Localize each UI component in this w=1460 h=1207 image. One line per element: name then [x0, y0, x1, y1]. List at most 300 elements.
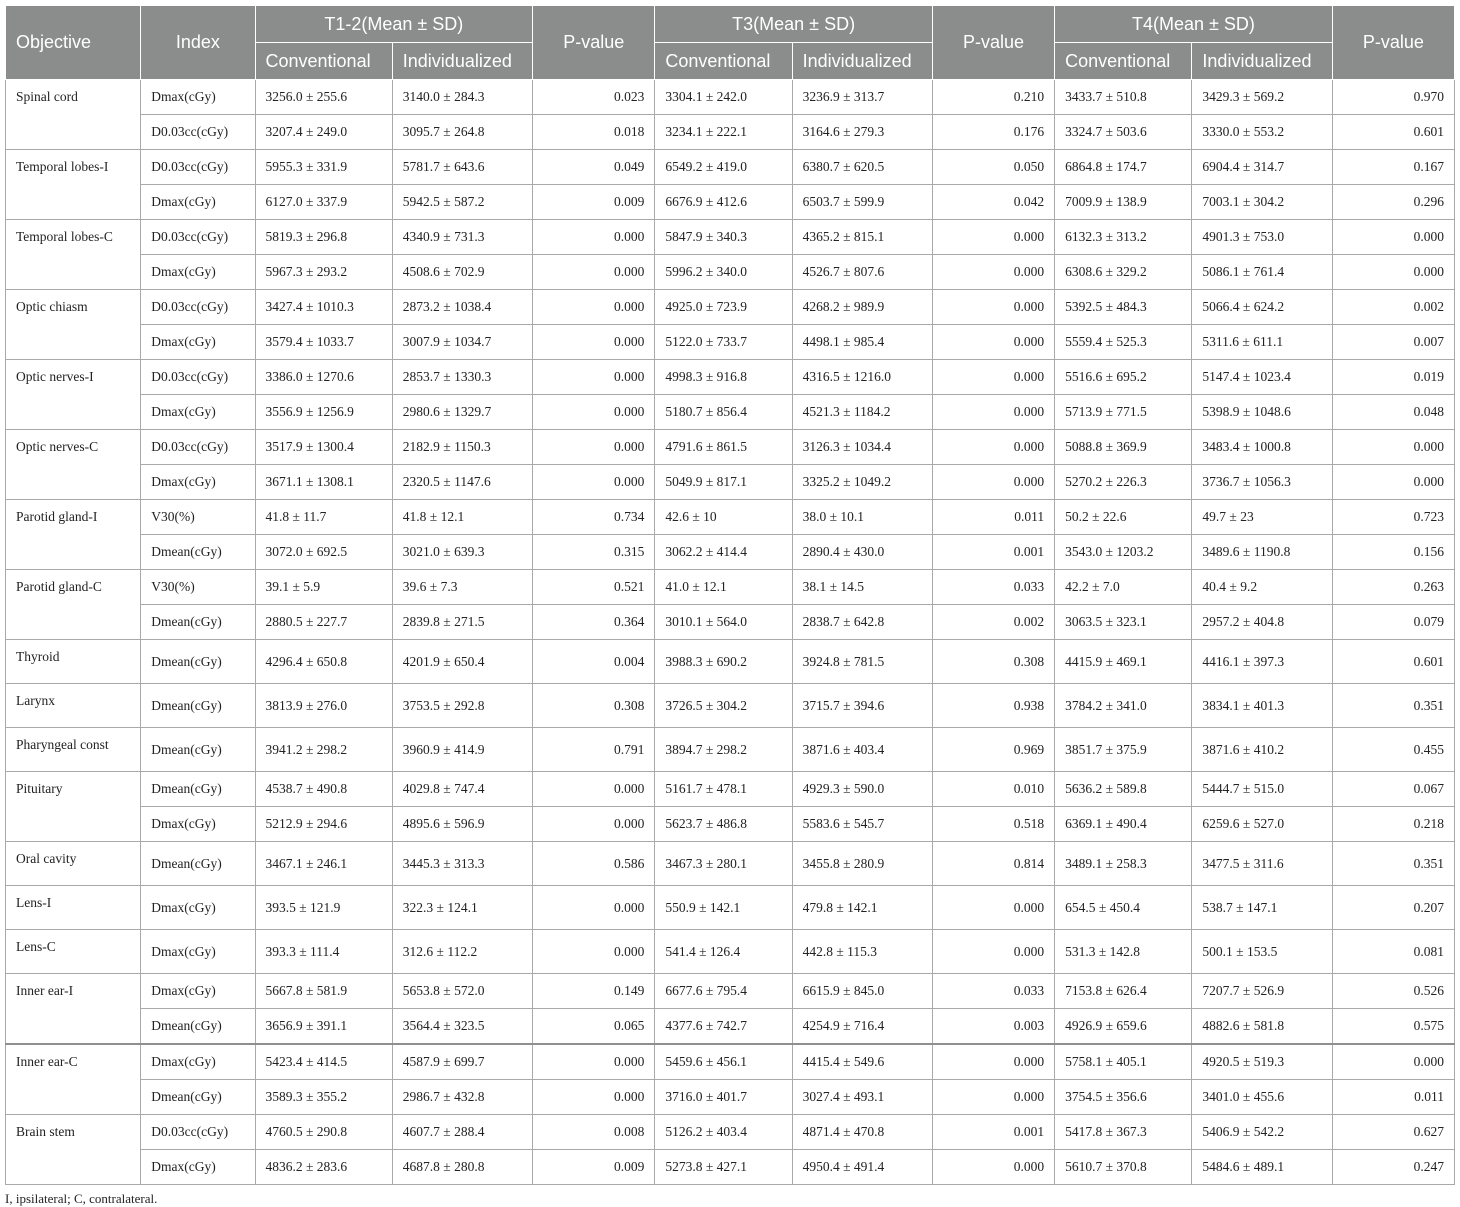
- table-row: [6, 640, 1455, 684]
- pvalue-t1-2-cell: 0.008: [533, 1115, 655, 1150]
- individualized-t4-cell: 538.7 ± 147.1: [1192, 886, 1332, 930]
- table-row: [6, 886, 1455, 930]
- conventional-t4-cell: 5270.2 ± 226.3: [1055, 465, 1192, 500]
- individualized-t1-2-cell: 4029.8 ± 747.4: [392, 772, 532, 807]
- pvalue-t4-cell: 0.000: [1332, 465, 1454, 500]
- pvalue-t1-2-cell: 0.000: [533, 220, 655, 255]
- individualized-t4-cell: 5444.7 ± 515.0: [1192, 772, 1332, 807]
- pvalue-t1-2-cell: 0.000: [533, 290, 655, 325]
- header-group-t3: T3(Mean ± SD): [655, 6, 933, 43]
- objective-cell: Inner ear-I: [6, 974, 141, 1045]
- pvalue-t3-cell: 0.000: [932, 325, 1054, 360]
- conventional-t4-cell: 654.5 ± 450.4: [1055, 886, 1192, 930]
- individualized-t3-cell: 6615.9 ± 845.0: [792, 974, 932, 1009]
- conventional-t1-2-cell: 4760.5 ± 290.8: [255, 1115, 392, 1150]
- pvalue-t3-cell: 0.938: [932, 684, 1054, 728]
- conventional-t1-2-cell: 3256.0 ± 255.6: [255, 80, 392, 115]
- individualized-t1-2-cell: 5942.5 ± 587.2: [392, 185, 532, 220]
- individualized-t4-cell: 3489.6 ± 1190.8: [1192, 535, 1332, 570]
- pvalue-t4-cell: 0.351: [1332, 684, 1454, 728]
- pvalue-t4-cell: 0.011: [1332, 1080, 1454, 1115]
- dose-comparison-table: [5, 5, 1455, 1185]
- individualized-t4-cell: 3736.7 ± 1056.3: [1192, 465, 1332, 500]
- pvalue-t3-cell: 0.001: [932, 535, 1054, 570]
- table-row: [6, 684, 1455, 728]
- conventional-t4-cell: 6132.3 ± 313.2: [1055, 220, 1192, 255]
- index-cell: D0.03cc(cGy): [141, 115, 255, 150]
- conventional-t1-2-cell: 5955.3 ± 331.9: [255, 150, 392, 185]
- conventional-t3-cell: 5459.6 ± 456.1: [655, 1044, 792, 1080]
- pvalue-t3-cell: 0.000: [932, 465, 1054, 500]
- objective-cell: Lens-I: [6, 886, 141, 930]
- individualized-t3-cell: 4316.5 ± 1216.0: [792, 360, 932, 395]
- individualized-t4-cell: 3871.6 ± 410.2: [1192, 728, 1332, 772]
- individualized-t1-2-cell: 3445.3 ± 313.3: [392, 842, 532, 886]
- objective-cell: Spinal cord: [6, 80, 141, 150]
- conventional-t1-2-cell: 39.1 ± 5.9: [255, 570, 392, 605]
- individualized-t1-2-cell: 2986.7 ± 432.8: [392, 1080, 532, 1115]
- conventional-t1-2-cell: 2880.5 ± 227.7: [255, 605, 392, 640]
- conventional-t4-cell: 5758.1 ± 405.1: [1055, 1044, 1192, 1080]
- header-index: Index: [141, 6, 255, 80]
- conventional-t4-cell: 5088.8 ± 369.9: [1055, 430, 1192, 465]
- pvalue-t4-cell: 0.048: [1332, 395, 1454, 430]
- pvalue-t4-cell: 0.247: [1332, 1150, 1454, 1185]
- pvalue-t3-cell: 0.518: [932, 807, 1054, 842]
- individualized-t3-cell: 3164.6 ± 279.3: [792, 115, 932, 150]
- individualized-t1-2-cell: 41.8 ± 12.1: [392, 500, 532, 535]
- objective-cell: Optic chiasm: [6, 290, 141, 360]
- individualized-t4-cell: 40.4 ± 9.2: [1192, 570, 1332, 605]
- individualized-t3-cell: 4365.2 ± 815.1: [792, 220, 932, 255]
- conventional-t1-2-cell: 3656.9 ± 391.1: [255, 1009, 392, 1045]
- pvalue-t4-cell: 0.601: [1332, 115, 1454, 150]
- conventional-t4-cell: 5636.2 ± 589.8: [1055, 772, 1192, 807]
- conventional-t3-cell: 5126.2 ± 403.4: [655, 1115, 792, 1150]
- individualized-t3-cell: 3871.6 ± 403.4: [792, 728, 932, 772]
- table-row: [6, 1009, 1455, 1045]
- table-row: [6, 930, 1455, 974]
- conventional-t4-cell: 3433.7 ± 510.8: [1055, 80, 1192, 115]
- conventional-t3-cell: 5122.0 ± 733.7: [655, 325, 792, 360]
- conventional-t4-cell: 5713.9 ± 771.5: [1055, 395, 1192, 430]
- individualized-t4-cell: 5311.6 ± 611.1: [1192, 325, 1332, 360]
- individualized-t3-cell: 3924.8 ± 781.5: [792, 640, 932, 684]
- objective-cell: Pharyngeal const: [6, 728, 141, 772]
- pvalue-t3-cell: 0.050: [932, 150, 1054, 185]
- individualized-t3-cell: 4254.9 ± 716.4: [792, 1009, 932, 1045]
- table-row: [6, 465, 1455, 500]
- pvalue-t4-cell: 0.296: [1332, 185, 1454, 220]
- pvalue-t4-cell: 0.351: [1332, 842, 1454, 886]
- index-cell: Dmax(cGy): [141, 807, 255, 842]
- objective-cell: Temporal lobes-C: [6, 220, 141, 290]
- individualized-t4-cell: 3483.4 ± 1000.8: [1192, 430, 1332, 465]
- conventional-t3-cell: 4925.0 ± 723.9: [655, 290, 792, 325]
- conventional-t4-cell: 6369.1 ± 490.4: [1055, 807, 1192, 842]
- conventional-t1-2-cell: 41.8 ± 11.7: [255, 500, 392, 535]
- header-pvalue-t4: P-value: [1332, 6, 1454, 80]
- pvalue-t1-2-cell: 0.000: [533, 360, 655, 395]
- table-row: [6, 772, 1455, 807]
- individualized-t4-cell: 5066.4 ± 624.2: [1192, 290, 1332, 325]
- individualized-t4-cell: 5086.1 ± 761.4: [1192, 255, 1332, 290]
- table-header: [6, 6, 1455, 80]
- table-row: [6, 80, 1455, 115]
- pvalue-t4-cell: 0.081: [1332, 930, 1454, 974]
- index-cell: V30(%): [141, 500, 255, 535]
- pvalue-t1-2-cell: 0.308: [533, 684, 655, 728]
- individualized-t4-cell: 4920.5 ± 519.3: [1192, 1044, 1332, 1080]
- header-group-t1-2: T1-2(Mean ± SD): [255, 6, 533, 43]
- conventional-t1-2-cell: 3517.9 ± 1300.4: [255, 430, 392, 465]
- pvalue-t1-2-cell: 0.000: [533, 395, 655, 430]
- individualized-t3-cell: 6380.7 ± 620.5: [792, 150, 932, 185]
- pvalue-t3-cell: 0.042: [932, 185, 1054, 220]
- table-row: [6, 395, 1455, 430]
- individualized-t4-cell: 5398.9 ± 1048.6: [1192, 395, 1332, 430]
- index-cell: Dmean(cGy): [141, 1009, 255, 1045]
- pvalue-t4-cell: 0.207: [1332, 886, 1454, 930]
- conventional-t3-cell: 4998.3 ± 916.8: [655, 360, 792, 395]
- conventional-t1-2-cell: 3941.2 ± 298.2: [255, 728, 392, 772]
- pvalue-t4-cell: 0.000: [1332, 430, 1454, 465]
- conventional-t3-cell: 6549.2 ± 419.0: [655, 150, 792, 185]
- conventional-t1-2-cell: 3589.3 ± 355.2: [255, 1080, 392, 1115]
- conventional-t4-cell: 7009.9 ± 138.9: [1055, 185, 1192, 220]
- index-cell: Dmax(cGy): [141, 325, 255, 360]
- pvalue-t3-cell: 0.002: [932, 605, 1054, 640]
- individualized-t1-2-cell: 3753.5 ± 292.8: [392, 684, 532, 728]
- index-cell: Dmax(cGy): [141, 1150, 255, 1185]
- conventional-t3-cell: 3062.2 ± 414.4: [655, 535, 792, 570]
- table-row: [6, 255, 1455, 290]
- pvalue-t1-2-cell: 0.734: [533, 500, 655, 535]
- index-cell: Dmax(cGy): [141, 255, 255, 290]
- table-body: [6, 80, 1455, 1185]
- conventional-t1-2-cell: 393.3 ± 111.4: [255, 930, 392, 974]
- conventional-t4-cell: 3754.5 ± 356.6: [1055, 1080, 1192, 1115]
- conventional-t1-2-cell: 3386.0 ± 1270.6: [255, 360, 392, 395]
- conventional-t1-2-cell: 3556.9 ± 1256.9: [255, 395, 392, 430]
- individualized-t3-cell: 4498.1 ± 985.4: [792, 325, 932, 360]
- pvalue-t4-cell: 0.218: [1332, 807, 1454, 842]
- table-row: [6, 430, 1455, 465]
- conventional-t4-cell: 6308.6 ± 329.2: [1055, 255, 1192, 290]
- pvalue-t1-2-cell: 0.000: [533, 930, 655, 974]
- table-row: [6, 500, 1455, 535]
- individualized-t4-cell: 3834.1 ± 401.3: [1192, 684, 1332, 728]
- pvalue-t4-cell: 0.000: [1332, 1044, 1454, 1080]
- individualized-t4-cell: 5484.6 ± 489.1: [1192, 1150, 1332, 1185]
- pvalue-t1-2-cell: 0.000: [533, 465, 655, 500]
- conventional-t3-cell: 5049.9 ± 817.1: [655, 465, 792, 500]
- individualized-t1-2-cell: 39.6 ± 7.3: [392, 570, 532, 605]
- table-row: [6, 842, 1455, 886]
- conventional-t3-cell: 3467.3 ± 280.1: [655, 842, 792, 886]
- pvalue-t3-cell: 0.000: [932, 430, 1054, 465]
- pvalue-t1-2-cell: 0.000: [533, 886, 655, 930]
- pvalue-t4-cell: 0.002: [1332, 290, 1454, 325]
- pvalue-t3-cell: 0.000: [932, 220, 1054, 255]
- table-row: [6, 185, 1455, 220]
- individualized-t4-cell: 4416.1 ± 397.3: [1192, 640, 1332, 684]
- individualized-t4-cell: 4901.3 ± 753.0: [1192, 220, 1332, 255]
- conventional-t3-cell: 4791.6 ± 861.5: [655, 430, 792, 465]
- individualized-t4-cell: 6259.6 ± 527.0: [1192, 807, 1332, 842]
- pvalue-t1-2-cell: 0.586: [533, 842, 655, 886]
- pvalue-t4-cell: 0.455: [1332, 728, 1454, 772]
- conventional-t3-cell: 3010.1 ± 564.0: [655, 605, 792, 640]
- individualized-t1-2-cell: 2182.9 ± 1150.3: [392, 430, 532, 465]
- pvalue-t3-cell: 0.000: [932, 360, 1054, 395]
- individualized-t1-2-cell: 4687.8 ± 280.8: [392, 1150, 532, 1185]
- conventional-t3-cell: 541.4 ± 126.4: [655, 930, 792, 974]
- conventional-t1-2-cell: 5423.4 ± 414.5: [255, 1044, 392, 1080]
- pvalue-t1-2-cell: 0.009: [533, 185, 655, 220]
- individualized-t1-2-cell: 3021.0 ± 639.3: [392, 535, 532, 570]
- table-row: [6, 150, 1455, 185]
- individualized-t3-cell: 4929.3 ± 590.0: [792, 772, 932, 807]
- conventional-t3-cell: 5996.2 ± 340.0: [655, 255, 792, 290]
- individualized-t3-cell: 3325.2 ± 1049.2: [792, 465, 932, 500]
- header-objective: Objective: [6, 6, 141, 80]
- individualized-t1-2-cell: 312.6 ± 112.2: [392, 930, 532, 974]
- conventional-t3-cell: 3988.3 ± 690.2: [655, 640, 792, 684]
- individualized-t4-cell: 49.7 ± 23: [1192, 500, 1332, 535]
- index-cell: D0.03cc(cGy): [141, 220, 255, 255]
- pvalue-t3-cell: 0.033: [932, 570, 1054, 605]
- index-cell: D0.03cc(cGy): [141, 430, 255, 465]
- conventional-t1-2-cell: 4538.7 ± 490.8: [255, 772, 392, 807]
- objective-cell: Optic nerves-I: [6, 360, 141, 430]
- conventional-t1-2-cell: 5667.8 ± 581.9: [255, 974, 392, 1009]
- conventional-t4-cell: 42.2 ± 7.0: [1055, 570, 1192, 605]
- index-cell: Dmax(cGy): [141, 886, 255, 930]
- pvalue-t4-cell: 0.526: [1332, 974, 1454, 1009]
- objective-cell: Temporal lobes-I: [6, 150, 141, 220]
- pvalue-t1-2-cell: 0.000: [533, 255, 655, 290]
- header-pvalue-t3: P-value: [932, 6, 1054, 80]
- individualized-t3-cell: 6503.7 ± 599.9: [792, 185, 932, 220]
- conventional-t1-2-cell: 6127.0 ± 337.9: [255, 185, 392, 220]
- individualized-t1-2-cell: 3564.4 ± 323.5: [392, 1009, 532, 1045]
- pvalue-t4-cell: 0.019: [1332, 360, 1454, 395]
- table-row: [6, 220, 1455, 255]
- conventional-t1-2-cell: 393.5 ± 121.9: [255, 886, 392, 930]
- pvalue-t4-cell: 0.167: [1332, 150, 1454, 185]
- individualized-t1-2-cell: 4607.7 ± 288.4: [392, 1115, 532, 1150]
- index-cell: Dmax(cGy): [141, 465, 255, 500]
- conventional-t1-2-cell: 3579.4 ± 1033.7: [255, 325, 392, 360]
- index-cell: D0.03cc(cGy): [141, 1115, 255, 1150]
- conventional-t3-cell: 6677.6 ± 795.4: [655, 974, 792, 1009]
- objective-cell: Lens-C: [6, 930, 141, 974]
- header-individualized-t1-2: Individualized: [392, 43, 532, 80]
- pvalue-t4-cell: 0.575: [1332, 1009, 1454, 1045]
- table-row: [6, 325, 1455, 360]
- conventional-t3-cell: 6676.9 ± 412.6: [655, 185, 792, 220]
- conventional-t1-2-cell: 3467.1 ± 246.1: [255, 842, 392, 886]
- table-row: [6, 290, 1455, 325]
- conventional-t1-2-cell: 4836.2 ± 283.6: [255, 1150, 392, 1185]
- objective-cell: Brain stem: [6, 1115, 141, 1185]
- individualized-t1-2-cell: 4508.6 ± 702.9: [392, 255, 532, 290]
- individualized-t1-2-cell: 3095.7 ± 264.8: [392, 115, 532, 150]
- index-cell: Dmax(cGy): [141, 930, 255, 974]
- conventional-t3-cell: 3894.7 ± 298.2: [655, 728, 792, 772]
- conventional-t4-cell: 3851.7 ± 375.9: [1055, 728, 1192, 772]
- individualized-t3-cell: 3236.9 ± 313.7: [792, 80, 932, 115]
- pvalue-t4-cell: 0.723: [1332, 500, 1454, 535]
- objective-cell: Optic nerves-C: [6, 430, 141, 500]
- individualized-t4-cell: 500.1 ± 153.5: [1192, 930, 1332, 974]
- header-row-groups: [6, 6, 1455, 43]
- individualized-t1-2-cell: 4587.9 ± 699.7: [392, 1044, 532, 1080]
- individualized-t1-2-cell: 2839.8 ± 271.5: [392, 605, 532, 640]
- pvalue-t3-cell: 0.000: [932, 930, 1054, 974]
- pvalue-t4-cell: 0.000: [1332, 220, 1454, 255]
- dose-comparison-table-container: [5, 5, 1455, 1207]
- individualized-t1-2-cell: 2873.2 ± 1038.4: [392, 290, 532, 325]
- index-cell: Dmax(cGy): [141, 80, 255, 115]
- pvalue-t1-2-cell: 0.065: [533, 1009, 655, 1045]
- pvalue-t3-cell: 0.000: [932, 290, 1054, 325]
- individualized-t1-2-cell: 5781.7 ± 643.6: [392, 150, 532, 185]
- index-cell: Dmean(cGy): [141, 1080, 255, 1115]
- individualized-t3-cell: 4415.4 ± 549.6: [792, 1044, 932, 1080]
- conventional-t4-cell: 5392.5 ± 484.3: [1055, 290, 1192, 325]
- table-row: [6, 1044, 1455, 1080]
- individualized-t1-2-cell: 2853.7 ± 1330.3: [392, 360, 532, 395]
- individualized-t4-cell: 3330.0 ± 553.2: [1192, 115, 1332, 150]
- pvalue-t1-2-cell: 0.018: [533, 115, 655, 150]
- pvalue-t3-cell: 0.210: [932, 80, 1054, 115]
- individualized-t3-cell: 3027.4 ± 493.1: [792, 1080, 932, 1115]
- conventional-t1-2-cell: 5212.9 ± 294.6: [255, 807, 392, 842]
- individualized-t3-cell: 2890.4 ± 430.0: [792, 535, 932, 570]
- pvalue-t3-cell: 0.814: [932, 842, 1054, 886]
- table-row: [6, 605, 1455, 640]
- pvalue-t4-cell: 0.970: [1332, 80, 1454, 115]
- objective-cell: Pituitary: [6, 772, 141, 842]
- individualized-t4-cell: 3429.3 ± 569.2: [1192, 80, 1332, 115]
- pvalue-t4-cell: 0.601: [1332, 640, 1454, 684]
- pvalue-t3-cell: 0.000: [932, 1150, 1054, 1185]
- header-individualized-t3: Individualized: [792, 43, 932, 80]
- index-cell: Dmean(cGy): [141, 684, 255, 728]
- conventional-t4-cell: 6864.8 ± 174.7: [1055, 150, 1192, 185]
- table-row: [6, 115, 1455, 150]
- individualized-t4-cell: 7003.1 ± 304.2: [1192, 185, 1332, 220]
- individualized-t3-cell: 4526.7 ± 807.6: [792, 255, 932, 290]
- index-cell: Dmean(cGy): [141, 535, 255, 570]
- conventional-t4-cell: 531.3 ± 142.8: [1055, 930, 1192, 974]
- individualized-t3-cell: 3715.7 ± 394.6: [792, 684, 932, 728]
- individualized-t1-2-cell: 3140.0 ± 284.3: [392, 80, 532, 115]
- index-cell: Dmean(cGy): [141, 728, 255, 772]
- header-group-t4: T4(Mean ± SD): [1055, 6, 1333, 43]
- pvalue-t1-2-cell: 0.315: [533, 535, 655, 570]
- conventional-t3-cell: 550.9 ± 142.1: [655, 886, 792, 930]
- conventional-t3-cell: 3716.0 ± 401.7: [655, 1080, 792, 1115]
- pvalue-t4-cell: 0.079: [1332, 605, 1454, 640]
- individualized-t3-cell: 5583.6 ± 545.7: [792, 807, 932, 842]
- index-cell: D0.03cc(cGy): [141, 360, 255, 395]
- individualized-t1-2-cell: 322.3 ± 124.1: [392, 886, 532, 930]
- conventional-t4-cell: 5516.6 ± 695.2: [1055, 360, 1192, 395]
- conventional-t1-2-cell: 3671.1 ± 1308.1: [255, 465, 392, 500]
- pvalue-t1-2-cell: 0.000: [533, 807, 655, 842]
- conventional-t3-cell: 42.6 ± 10: [655, 500, 792, 535]
- conventional-t3-cell: 5273.8 ± 427.1: [655, 1150, 792, 1185]
- index-cell: Dmax(cGy): [141, 974, 255, 1009]
- pvalue-t4-cell: 0.007: [1332, 325, 1454, 360]
- individualized-t4-cell: 5147.4 ± 1023.4: [1192, 360, 1332, 395]
- individualized-t1-2-cell: 4201.9 ± 650.4: [392, 640, 532, 684]
- pvalue-t1-2-cell: 0.000: [533, 1044, 655, 1080]
- individualized-t4-cell: 7207.7 ± 526.9: [1192, 974, 1332, 1009]
- pvalue-t3-cell: 0.000: [932, 886, 1054, 930]
- individualized-t3-cell: 4521.3 ± 1184.2: [792, 395, 932, 430]
- individualized-t4-cell: 5406.9 ± 542.2: [1192, 1115, 1332, 1150]
- individualized-t1-2-cell: 3007.9 ± 1034.7: [392, 325, 532, 360]
- conventional-t4-cell: 3784.2 ± 341.0: [1055, 684, 1192, 728]
- header-conventional-t3: Conventional: [655, 43, 792, 80]
- pvalue-t3-cell: 0.001: [932, 1115, 1054, 1150]
- conventional-t4-cell: 3489.1 ± 258.3: [1055, 842, 1192, 886]
- pvalue-t1-2-cell: 0.049: [533, 150, 655, 185]
- pvalue-t1-2-cell: 0.149: [533, 974, 655, 1009]
- individualized-t1-2-cell: 4895.6 ± 596.9: [392, 807, 532, 842]
- pvalue-t1-2-cell: 0.000: [533, 772, 655, 807]
- header-conventional-t1-2: Conventional: [255, 43, 392, 80]
- index-cell: Dmax(cGy): [141, 185, 255, 220]
- pvalue-t1-2-cell: 0.521: [533, 570, 655, 605]
- pvalue-t1-2-cell: 0.000: [533, 1080, 655, 1115]
- individualized-t3-cell: 38.1 ± 14.5: [792, 570, 932, 605]
- individualized-t3-cell: 442.8 ± 115.3: [792, 930, 932, 974]
- individualized-t1-2-cell: 5653.8 ± 572.0: [392, 974, 532, 1009]
- pvalue-t1-2-cell: 0.023: [533, 80, 655, 115]
- pvalue-t1-2-cell: 0.004: [533, 640, 655, 684]
- individualized-t4-cell: 2957.2 ± 404.8: [1192, 605, 1332, 640]
- individualized-t3-cell: 3455.8 ± 280.9: [792, 842, 932, 886]
- index-cell: Dmean(cGy): [141, 842, 255, 886]
- conventional-t4-cell: 4415.9 ± 469.1: [1055, 640, 1192, 684]
- conventional-t4-cell: 7153.8 ± 626.4: [1055, 974, 1192, 1009]
- pvalue-t4-cell: 0.156: [1332, 535, 1454, 570]
- conventional-t1-2-cell: 3813.9 ± 276.0: [255, 684, 392, 728]
- conventional-t3-cell: 3726.5 ± 304.2: [655, 684, 792, 728]
- conventional-t4-cell: 5610.7 ± 370.8: [1055, 1150, 1192, 1185]
- conventional-t4-cell: 50.2 ± 22.6: [1055, 500, 1192, 535]
- individualized-t1-2-cell: 2980.6 ± 1329.7: [392, 395, 532, 430]
- pvalue-t3-cell: 0.176: [932, 115, 1054, 150]
- pvalue-t1-2-cell: 0.791: [533, 728, 655, 772]
- conventional-t3-cell: 5161.7 ± 478.1: [655, 772, 792, 807]
- pvalue-t4-cell: 0.627: [1332, 1115, 1454, 1150]
- conventional-t4-cell: 4926.9 ± 659.6: [1055, 1009, 1192, 1045]
- conventional-t4-cell: 3324.7 ± 503.6: [1055, 115, 1192, 150]
- pvalue-t3-cell: 0.969: [932, 728, 1054, 772]
- pvalue-t3-cell: 0.011: [932, 500, 1054, 535]
- conventional-t4-cell: 5417.8 ± 367.3: [1055, 1115, 1192, 1150]
- conventional-t1-2-cell: 3072.0 ± 692.5: [255, 535, 392, 570]
- table-row: [6, 1080, 1455, 1115]
- table-row: [6, 1115, 1455, 1150]
- pvalue-t3-cell: 0.000: [932, 395, 1054, 430]
